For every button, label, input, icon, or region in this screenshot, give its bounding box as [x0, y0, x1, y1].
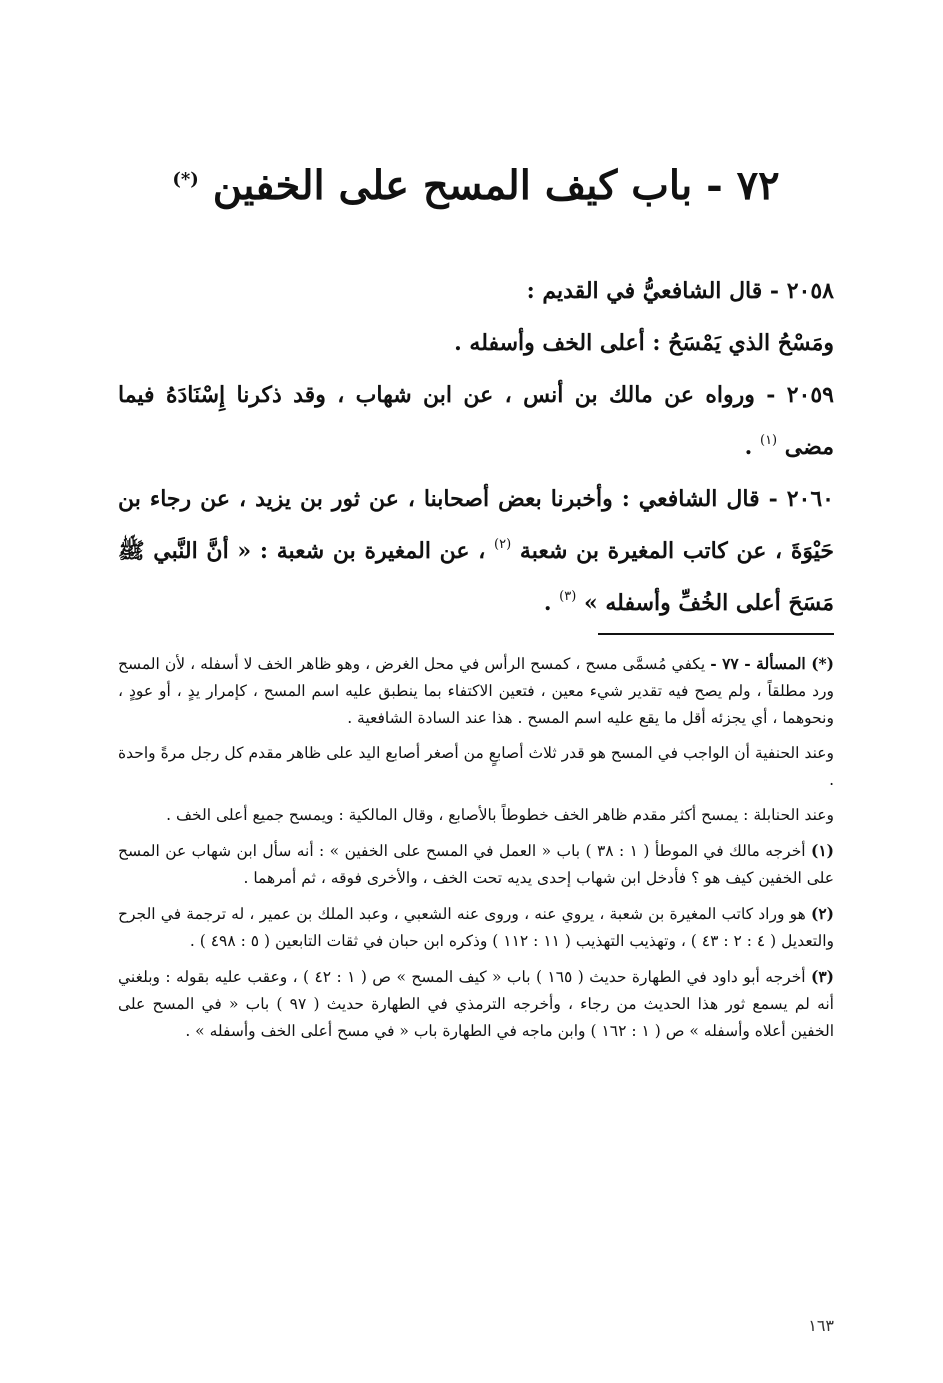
footnote-text: وعند الحنابلة : يمسح أكثر مقدم ظاهر الخف خطوطاً بالأصابع ، وقال المالكية : ويمسح جميع أعلى الخف .: [166, 806, 834, 824]
main-text: [118, 268, 834, 632]
paragraph-2058-heading: [118, 268, 834, 314]
paragraph-text: ٢٠٥٨ - قال الشافعيُّ في القديم :: [526, 278, 834, 304]
footnote-star: [118, 650, 834, 732]
footnote-1: [118, 837, 834, 892]
footnote-text: أخرجه مالك في الموطأ ( ١ : ٣٨ ) باب « العمل في المسح على الخفين » : أنه سأل ابن شهاب عن المسح على الخفين كيف هو ؟ فأدخل ابن شهاب إحدى يديه تحت الخف ، والأخرى فوقه ، ثم أمرهما .: [118, 842, 834, 887]
footnote-ref-2[interactable]: (٢): [494, 537, 512, 552]
paragraph-text: ٢٠٦٠ - قال الشافعي : وأخبرنا بعض أصحابنا ، عن ثور بن يزيد ، عن رجاء بن حَيْوَةَ ، عن كاتب المغيرة بن شعبة: [118, 486, 834, 564]
footnote-text: وعند الحنفية أن الواجب في المسح هو قدر ثلاث أصابعٍ من أصغر أصابع اليد على ظاهر مقدم كل رجل مرةً واحدة .: [118, 744, 834, 789]
paragraph-text: ومَسْحُ الذي يَمْسَحُ : أعلى الخف وأسفله .: [454, 330, 834, 356]
footnote-ref-3[interactable]: (٣): [559, 589, 577, 604]
paragraph-2060: [118, 476, 834, 626]
footnotes: [118, 650, 834, 1053]
footnote-text: هو وراد كاتب المغيرة بن شعبة ، يروي عنه ، وروى عنه الشعبي ، وعبد الملك بن عمير ، له ترجمة في الجرح والتعديل ( ٤ : ٢ : ٤٣ ) ، وتهذيب التهذيب ( ١١ : ١١٢ ) وذكره ابن حبان في ثقات التابعين ( ٥ : ٤٩٨ ) .: [118, 905, 834, 950]
paragraph-text: ٢٠٥٩ - ورواه عن مالك بن أنس ، عن ابن شهاب ، وقد ذكرنا إِسْنَادَهُ فيما مضى: [118, 382, 834, 460]
footnote-hanbali: [118, 802, 834, 829]
paragraph-2059: [118, 372, 834, 470]
footnote-lead: (١): [810, 841, 834, 860]
footnote-ref-1[interactable]: (١): [759, 433, 778, 448]
footnote-lead: (*) المسألة - ٧٧ -: [710, 654, 834, 673]
book-page: [118, 0, 834, 1383]
chapter-title: [118, 150, 834, 216]
paragraph-tail: .: [744, 434, 760, 460]
footnote-2: [118, 900, 834, 955]
footnote-hanafi: [118, 740, 834, 794]
footnote-text: يكفي مُسمَّى مسح ، كمسح الرأس في محل الغرض ، وهو ظاهر الخف لا أسفله ، لأن المسح ورد مطلقاً ، ولم يصح فيه تقدير شيء معين ، فتعين الاكتفاء بما ينطبق عليه اسم المسح ، كإمرار يدٍ ، أو عودٍ ، ونحوهما ، أي يجزئه أقل ما يقع عليه اسم المسح . هذا عند السادة الشافعية .: [118, 655, 834, 727]
footnote-divider: [598, 633, 834, 635]
page-number: ١٦٣: [808, 1316, 834, 1335]
paragraph-tail: ، عن المغيرة بن شعبة : « أنَّ النَّبي ﷺ مَسَحَ أعلى الخُفِّ وأسفله »: [118, 538, 834, 616]
paragraph-tail: .: [543, 590, 560, 616]
chapter-title-marker: (*): [172, 169, 199, 190]
footnote-lead: (٣): [811, 967, 835, 986]
footnote-text: أخرجه أبو داود في الطهارة حديث ( ١٦٥ ) باب « كيف المسح » ص ( ١ : ٤٢ ) ، وعقب عليه بقوله : وبلغني أنه لم يسمع ثور هذا الحديث من رجاء ، وأخرجه الترمذي في الطهارة حديث ( ٩٧ ) باب « في المسح على الخفين أعلاه وأسفله » ص ( ١ : ١٦٢ ) وابن ماجه في الطهارة باب « في مسح أعلى الخف وأسفله » .: [118, 968, 834, 1040]
chapter-title-text: ٧٢ - باب كيف المسح على الخفين: [212, 162, 780, 209]
paragraph-2058-body: [118, 320, 834, 366]
footnote-lead: (٢): [810, 904, 834, 923]
footnote-3: [118, 963, 834, 1045]
